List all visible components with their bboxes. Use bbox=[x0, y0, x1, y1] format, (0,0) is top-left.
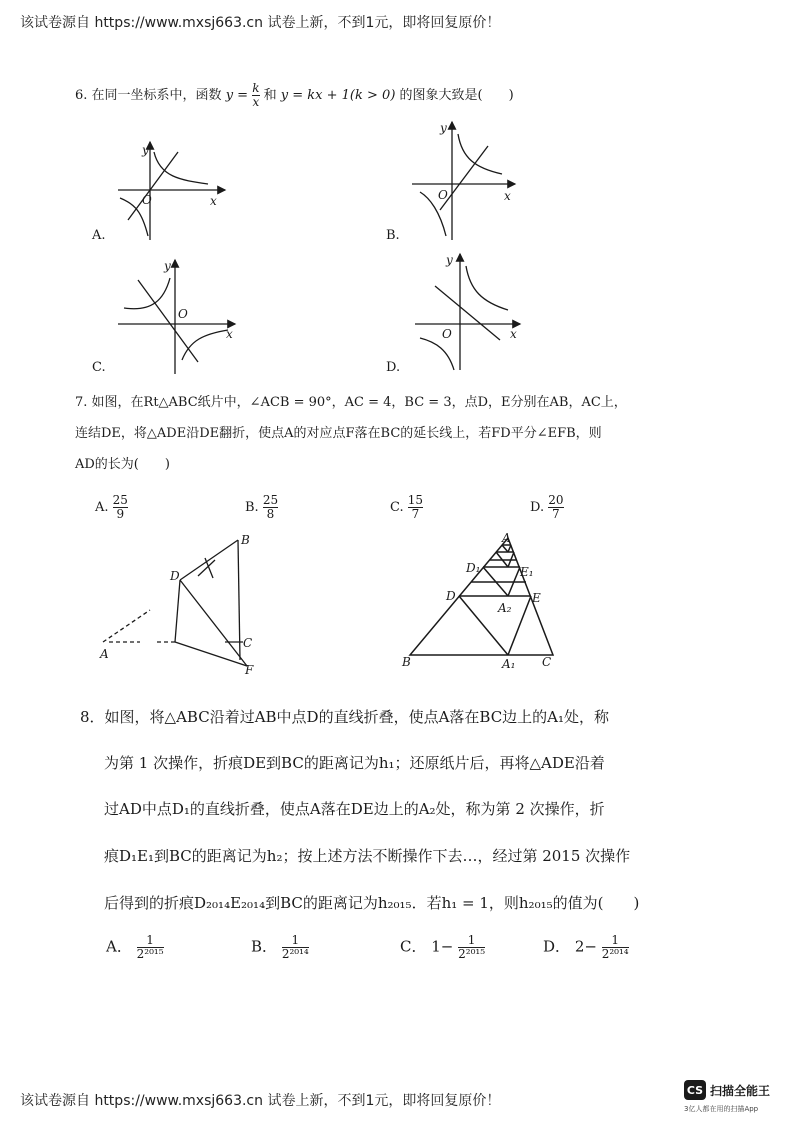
q7-d-num: 20 bbox=[548, 493, 564, 507]
q8-option-b-frac bbox=[282, 934, 309, 961]
q6-stem-a: 在同一坐标系中，函数 bbox=[91, 88, 222, 103]
q6b-y-label: y bbox=[440, 121, 447, 135]
q7-option-d bbox=[530, 494, 564, 521]
q8-option-d-pre: 2− bbox=[574, 937, 597, 956]
q7-line-3: AD的长为( ) bbox=[75, 457, 170, 472]
q6-graph-c bbox=[118, 260, 235, 374]
q6-func2: y = kx + 1(k > 0) bbox=[280, 88, 396, 103]
q7-option-c-label: C. bbox=[390, 500, 404, 515]
q7-option-c bbox=[390, 494, 423, 521]
q8-label-a2: A₂ bbox=[498, 601, 512, 615]
header-source-text: 该试卷源自 https://www.mxsj663.cn 试卷上新，不到1元，即将回复原价！ bbox=[20, 15, 501, 31]
q8-label-e: E bbox=[532, 591, 541, 605]
q7-label-d: D bbox=[170, 569, 180, 583]
q6-k-over-x bbox=[252, 82, 259, 109]
q8-line-2: 为第 1 次操作，折痕DE到BC的距离记为h₁；还原纸片后，再将△ADE沿着 bbox=[104, 754, 605, 772]
q7-option-b-label: B. bbox=[245, 500, 259, 515]
q8-label-b: B bbox=[402, 655, 411, 669]
q6-frac-num: k bbox=[252, 81, 260, 95]
q7-option-b bbox=[245, 494, 278, 521]
q8-b-num: 1 bbox=[291, 933, 300, 947]
q8-line-1: 8．如图，将△ABC沿着过AB中点D的直线折叠，使点A落在BC边上的A₁处，称 bbox=[80, 708, 610, 726]
footer-source-text: 该试卷源自 https://www.mxsj663.cn 试卷上新，不到1元，即将回复原价！ bbox=[20, 1093, 501, 1109]
q6-y-eq: y = bbox=[225, 88, 249, 103]
q6-option-c: C. bbox=[92, 360, 106, 375]
q6-option-b: B. bbox=[386, 228, 400, 243]
q8-option-a bbox=[106, 934, 164, 961]
q8-b-den: 2²⁰¹⁴ bbox=[281, 947, 309, 961]
q8-label-a1: A₁ bbox=[502, 657, 516, 670]
q6d-origin: O bbox=[442, 327, 452, 341]
scanner-logo bbox=[684, 1080, 770, 1100]
q6c-y-label: y bbox=[164, 259, 171, 273]
q7-option-a-frac bbox=[113, 494, 128, 521]
q6-graph-d bbox=[415, 254, 520, 370]
q7-label-b: B bbox=[241, 533, 250, 547]
q8-option-b bbox=[251, 934, 309, 961]
q8-line-3: 过AD中点D₁的直线折叠，使点A落在DE边上的A₂处，称为第 2 次操作，折 bbox=[104, 800, 605, 818]
question-6-stem bbox=[75, 82, 514, 109]
q7-c-den: 7 bbox=[411, 507, 420, 521]
q6-option-a: A. bbox=[92, 228, 106, 243]
q7-option-b-frac bbox=[263, 494, 278, 521]
q6-frac-den: x bbox=[252, 95, 260, 109]
q7-option-d-label: D. bbox=[530, 500, 545, 515]
q8-d-num: 1 bbox=[611, 933, 619, 947]
q6d-y-label: y bbox=[446, 253, 453, 267]
q7-c-num: 15 bbox=[407, 493, 424, 507]
q8-option-b-label: B． bbox=[251, 937, 278, 956]
q8-option-c-label: C． bbox=[400, 937, 427, 956]
q7-option-d-frac bbox=[548, 494, 563, 521]
q6a-origin: O bbox=[142, 193, 152, 207]
q6b-origin: O bbox=[438, 188, 448, 202]
q8-option-d bbox=[543, 934, 629, 961]
q8-option-a-frac bbox=[137, 934, 164, 961]
q8-option-d-label: D． bbox=[543, 937, 571, 956]
q8-label-a: A bbox=[502, 531, 511, 545]
q6a-y-label: y bbox=[142, 143, 149, 157]
q7-line-1: 7. 如图，在Rt△ABC纸片中，∠ACB = 90°，AC = 4，BC = 3，点D，E分别在AB，AC上， bbox=[75, 395, 627, 410]
q7-option-a bbox=[95, 494, 128, 521]
q7-a-den: 9 bbox=[116, 507, 125, 521]
q7-option-c-frac bbox=[408, 494, 423, 521]
q6b-x-label: x bbox=[504, 189, 511, 203]
scanner-logo-name: 扫描全能王 bbox=[710, 1083, 771, 1098]
q6-stem-b: 的图象大致是( ) bbox=[399, 88, 514, 103]
cs-logo-icon: CS bbox=[684, 1080, 706, 1100]
q8-line-4: 痕D₁E₁到BC的距离记为h₂；按上述方法不断操作下去…，经过第 2015 次操作 bbox=[104, 847, 631, 865]
q7-b-num: 25 bbox=[262, 493, 279, 507]
q8-a-num: 1 bbox=[146, 933, 154, 947]
q8-option-d-frac bbox=[602, 934, 629, 961]
q6a-x-label: x bbox=[210, 194, 217, 208]
q7-label-a: A bbox=[100, 647, 109, 661]
q8-c-num: 1 bbox=[467, 933, 476, 947]
q6c-origin: O bbox=[178, 307, 188, 321]
q8-option-a-label: A． bbox=[106, 937, 132, 956]
q6-number: 6. bbox=[75, 88, 88, 103]
q6c-x-label: x bbox=[226, 327, 233, 341]
q8-option-c-frac bbox=[458, 934, 485, 961]
q7-label-f: F bbox=[245, 663, 254, 675]
q8-figure bbox=[398, 530, 568, 670]
q6-and: 和 bbox=[263, 88, 277, 103]
q6-graphs bbox=[90, 112, 550, 382]
q8-d-den: 2²⁰¹⁴ bbox=[601, 947, 629, 961]
q7-option-a-label: A. bbox=[95, 500, 109, 515]
q6-graph-b bbox=[412, 122, 515, 240]
q8-label-d1: D₁ bbox=[466, 561, 481, 575]
q8-option-c-pre: 1− bbox=[431, 937, 454, 956]
q7-figure bbox=[95, 530, 275, 675]
q7-label-c: C bbox=[243, 636, 253, 650]
q8-label-c: C bbox=[542, 655, 552, 669]
q8-line-5: 后得到的折痕D₂₀₁₄E₂₀₁₄到BC的距离记为h₂₀₁₅．若h₁ = 1，则h₂₀₁₅的值为( ) bbox=[104, 894, 640, 912]
q7-b-den: 8 bbox=[266, 507, 275, 521]
q6-graph-a bbox=[118, 142, 225, 240]
q6-option-d: D. bbox=[386, 360, 401, 375]
q7-d-den: 7 bbox=[552, 507, 560, 521]
q7-a-num: 25 bbox=[112, 493, 128, 507]
q8-option-c bbox=[400, 934, 485, 961]
q8-a-den: 2²⁰¹⁵ bbox=[136, 947, 164, 961]
q8-label-d: D bbox=[446, 589, 456, 603]
q8-c-den: 2²⁰¹⁵ bbox=[458, 947, 486, 961]
q6d-x-label: x bbox=[510, 327, 517, 341]
q7-line-2: 连结DE，将△ADE沿DE翻折，使点A的对应点F落在BC的延长线上，若FD平分∠EFB，则 bbox=[75, 426, 602, 441]
scanner-logo-tagline: 3亿人都在用的扫描App bbox=[684, 1105, 759, 1113]
q8-label-e1: E₁ bbox=[520, 565, 534, 579]
